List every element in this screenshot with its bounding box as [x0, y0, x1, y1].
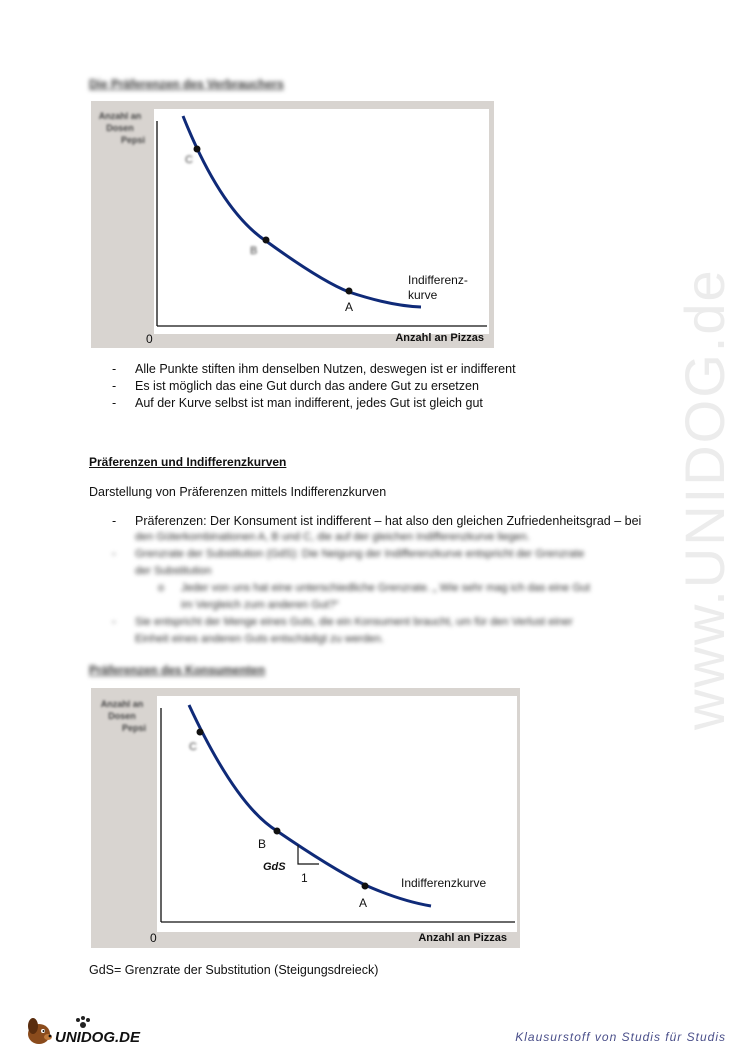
section2-heading: Präferenzen und Indifferenzkurven: [89, 455, 287, 469]
figure2-ylabel-3: Pepsi: [121, 723, 147, 733]
figure1-svg: [91, 101, 494, 348]
figure1-xlabel: Anzahl an Pizzas: [395, 332, 484, 344]
section1-heading: Die Präferenzen des Verbrauchers: [89, 77, 284, 91]
figure1-origin: 0: [146, 332, 153, 346]
watermark: www.UNIDOG.de: [673, 268, 736, 730]
dog-logo-icon: [24, 1014, 164, 1048]
figure1-ylabel-3: Pepsi: [120, 135, 146, 145]
figure2-one-label: 1: [301, 871, 308, 885]
figure1-label-c: C: [185, 154, 193, 166]
figure2-point-b: [274, 828, 281, 835]
figure2-ylabel-2: Dosen: [108, 711, 136, 721]
figure-indifference-curve-1: [91, 101, 494, 348]
figure2-curve-label: Indifferenzkurve: [401, 876, 487, 890]
figure1-plot-area: [154, 109, 489, 334]
figure2-plot-area: [157, 696, 517, 932]
figure2-label-c: C: [189, 741, 197, 753]
figure1-label-a: A: [345, 300, 354, 314]
figure-indifference-curve-2: [91, 688, 520, 948]
figure2-origin: 0: [150, 931, 157, 945]
figure2-label-a: A: [359, 896, 368, 910]
logo-text: UNIDOG.DE: [55, 1029, 141, 1046]
figure2-svg: [91, 688, 520, 948]
unidog-logo: [24, 1014, 164, 1048]
footer-tagline: Klausurstoff von Studis für Studis: [515, 1030, 726, 1044]
figure1-curve-label-2: kurve: [408, 288, 438, 302]
figure1-point-b: [263, 237, 270, 244]
figure2-ylabel-1: Anzahl an: [100, 699, 144, 709]
section2-intro: Darstellung von Präferenzen mittels Indifferenzkurven: [89, 485, 387, 499]
figure2-point-c: [197, 729, 204, 736]
figure1-point-a: [346, 288, 353, 295]
section3-caption: GdS= Grenzrate der Substitution (Steigungsdreieck): [89, 963, 379, 977]
figure1-ylabel-1: Anzahl an: [98, 111, 142, 121]
section3-heading: Präferenzen des Konsumenten: [89, 663, 266, 677]
figure2-label-b: B: [258, 837, 267, 851]
figure2-point-a: [362, 883, 369, 890]
figure1-ylabel-2: Dosen: [106, 123, 134, 133]
figure2-gds-label: GdS: [263, 861, 286, 873]
figure2-xlabel: Anzahl an Pizzas: [418, 932, 507, 944]
figure1-curve-label-1: Indifferenz-: [408, 273, 468, 287]
figure1-label-b: B: [250, 245, 258, 257]
figure1-point-c: [194, 146, 201, 153]
